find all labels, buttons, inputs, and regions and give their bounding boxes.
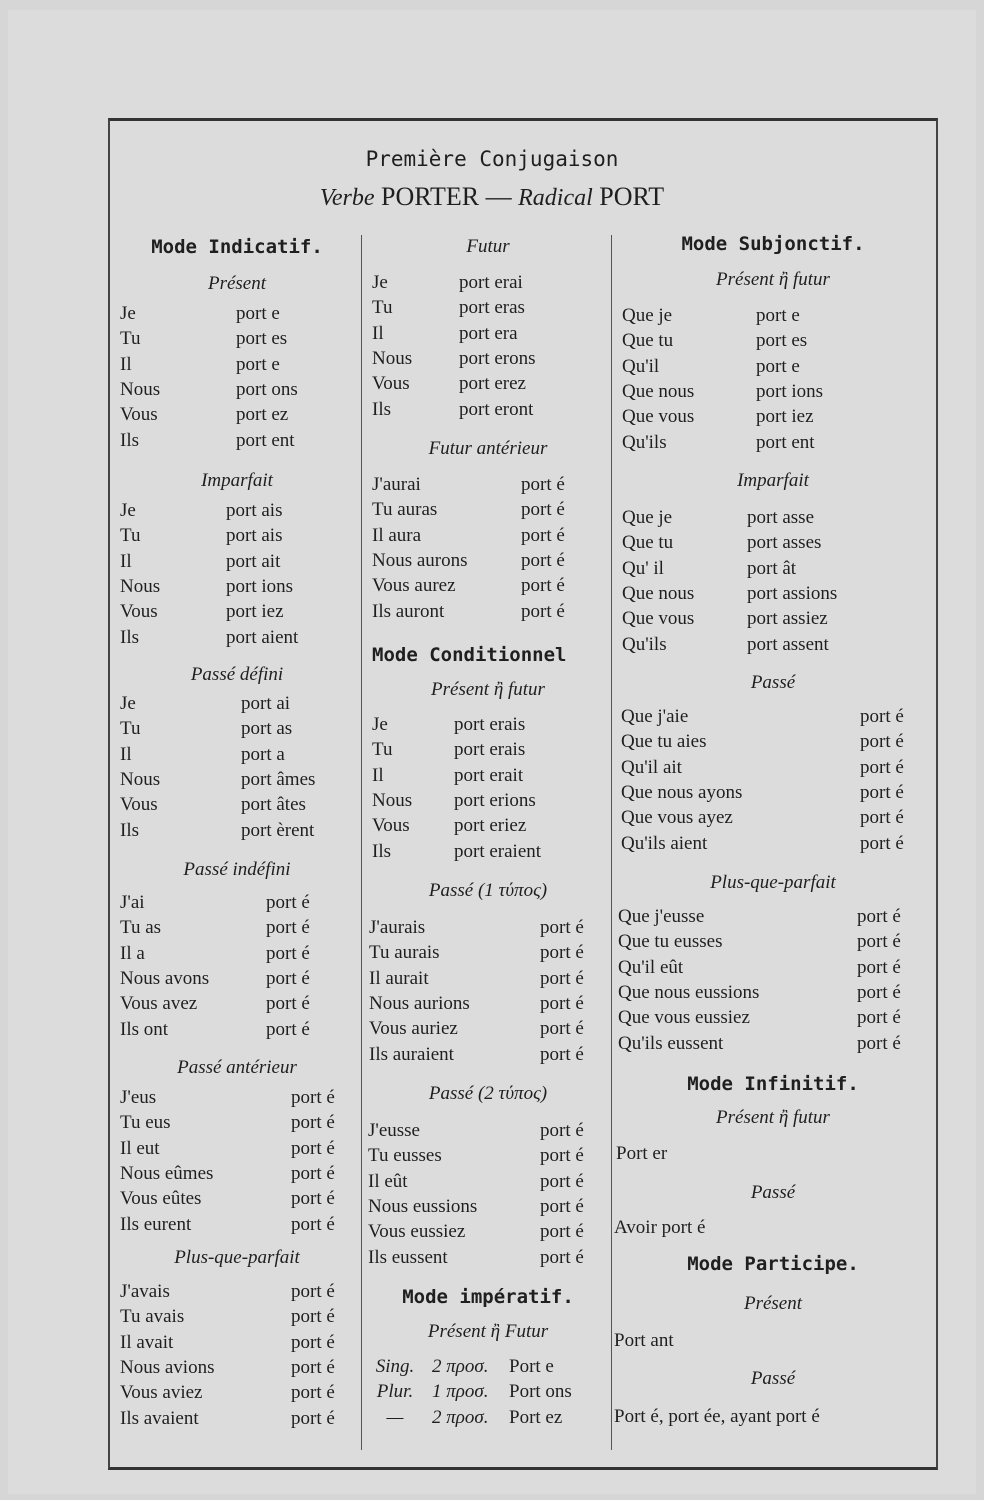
- conditionnel-passe2-row-form: port é: [540, 1246, 584, 1268]
- indicatif-passe-anterieur-row-form: port é: [291, 1087, 335, 1108]
- indicatif-futur-row-pronoun: Nous: [372, 347, 413, 369]
- indicatif-pqp-row-pronoun: Ils avaient: [120, 1407, 199, 1429]
- conditionnel-present-row-pronoun: Nous: [372, 789, 413, 811]
- indicatif-pqp-row-pronoun: Nous avions: [120, 1356, 215, 1378]
- indicatif-present-row-form: port e: [236, 303, 280, 324]
- indicatif-imparfait-row-form: port ions: [226, 575, 294, 597]
- conditionnel-passe1-row-pronoun: Tu aurais: [369, 942, 440, 964]
- subjonctif-imparfait-row-form: port asses: [747, 532, 822, 554]
- indicatif-imparfait-row-pronoun: Nous: [120, 575, 161, 597]
- indicatif-futur-row-pronoun: Il: [372, 322, 384, 344]
- indicatif-present-row-pronoun: Je: [120, 303, 136, 324]
- subjonctif-pqp-row-pronoun: Que j'eusse: [618, 906, 705, 927]
- indicatif-passe-indefini-row-pronoun: Il a: [120, 942, 145, 964]
- subjonctif-passe-row-form: port é: [860, 706, 904, 727]
- indicatif-pqp-row-pronoun: J'avais: [120, 1281, 170, 1302]
- subjonctif-passe-row-pronoun: Qu'il ait: [621, 756, 682, 778]
- conditionnel-passe2-row-form: port é: [540, 1120, 584, 1141]
- tense-futur-anterieur-title: Futur antérieur: [428, 438, 548, 459]
- indicatif-passe-indefini-row-pronoun: Tu as: [120, 917, 162, 939]
- imperatif-person: 2 προσ.: [432, 1356, 489, 1377]
- conditionnel-passe1-row-form: port é: [540, 942, 584, 964]
- conditionnel-passe1-row-pronoun: J'aurais: [369, 917, 426, 938]
- indicatif-passe-defini-row-form: port a: [241, 743, 285, 765]
- subjonctif-present-row-pronoun: Que vous: [622, 406, 695, 428]
- imperatif-person: 2 προσ.: [432, 1406, 489, 1428]
- indicatif-passe-defini-row-pronoun: Je: [120, 693, 136, 714]
- subjonctif-imparfait-row-form: port assent: [747, 633, 829, 655]
- indicatif-futur-row-pronoun: Je: [372, 272, 388, 293]
- conditionnel-passe2-row-pronoun: Nous eussions: [368, 1195, 478, 1217]
- imperatif-number: Sing.: [375, 1356, 415, 1377]
- radical-label: Radical: [518, 185, 593, 211]
- conditionnel-present-row-pronoun: Vous: [372, 815, 410, 837]
- indicatif-futur-row-form: port eront: [459, 398, 534, 420]
- subjonctif-pqp-row-pronoun: Que vous eussiez: [618, 1007, 750, 1029]
- conditionnel-present-row-form: port erait: [454, 764, 524, 786]
- indicatif-passe-anterieur-row-pronoun: J'eus: [120, 1087, 157, 1108]
- indicatif-passe-anterieur-row-form: port é: [291, 1213, 335, 1235]
- indicatif-passe-indefini-row-form: port é: [266, 1018, 310, 1040]
- indicatif-present-row-form: port ez: [236, 404, 289, 426]
- subjonctif-passe-row-form: port é: [860, 807, 904, 829]
- indicatif-imparfait-row-form: port ait: [226, 550, 281, 572]
- indicatif-futur-row-form: port era: [459, 322, 518, 344]
- conditionnel-present-row-form: port erions: [454, 789, 536, 811]
- subjonctif-present-row-form: port e: [756, 355, 800, 377]
- verb-label: Verbe: [319, 185, 375, 211]
- subjonctif-present-row-form: port es: [756, 330, 808, 352]
- indicatif-futur-row-form: port eras: [459, 297, 525, 319]
- indicatif-passe-indefini-row-pronoun: Nous avons: [120, 967, 210, 989]
- column-divider-right: [611, 235, 612, 1450]
- indicatif-passe-indefini-row-pronoun: Ils ont: [120, 1018, 169, 1040]
- indicatif-present-row-form: port e: [236, 353, 280, 375]
- indicatif-imparfait-row-form: port aient: [226, 626, 299, 648]
- subjonctif-imparfait-row-pronoun: Qu' il: [622, 557, 664, 579]
- indicatif-futur-anterieur-row-pronoun: J'aurai: [372, 474, 421, 495]
- indicatif-futur-anterieur-row-form: port é: [521, 575, 565, 597]
- indicatif-futur-anterieur-row-form: port é: [521, 499, 565, 521]
- indicatif-passe-defini-row-form: port âtes: [241, 794, 306, 816]
- indicatif-futur-row-form: port erai: [459, 272, 523, 293]
- tense-part-passe-title: Passé: [750, 1368, 796, 1389]
- conditionnel-passe1-row-form: port é: [540, 992, 584, 1014]
- indicatif-futur-anterieur-row-pronoun: Tu auras: [372, 499, 438, 521]
- indicatif-pqp-row-form: port é: [291, 1407, 335, 1429]
- subjonctif-passe-row-form: port é: [860, 756, 904, 778]
- subjonctif-present-row-form: port iez: [756, 406, 814, 428]
- indicatif-imparfait-row-pronoun: Je: [120, 500, 136, 521]
- subjonctif-pqp-row-pronoun: Qu'il eût: [618, 956, 684, 978]
- subjonctif-pqp-row-form: port é: [857, 981, 901, 1003]
- indicatif-passe-anterieur-row-form: port é: [291, 1137, 335, 1159]
- imperatif-form: Port ons: [509, 1381, 572, 1403]
- verb-title: [0, 182, 984, 212]
- indicatif-present-row-pronoun: Nous: [120, 378, 161, 400]
- indicatif-passe-defini-row-form: port èrent: [241, 819, 315, 841]
- mode-subjonctif-heading: Mode Subjonctif.: [681, 233, 865, 255]
- conditionnel-passe1-row-pronoun: Ils auraient: [369, 1043, 454, 1065]
- indicatif-present-row-pronoun: Il: [120, 353, 132, 375]
- tense-sub-pqp-title: Plus-que-parfait: [710, 872, 836, 893]
- subjonctif-imparfait-row-form: port assiez: [747, 608, 828, 630]
- subjonctif-imparfait-row-form: port assions: [747, 582, 838, 604]
- indicatif-passe-indefini-row-form: port é: [266, 993, 310, 1015]
- tense-part-present-title: Présent: [743, 1293, 803, 1314]
- indicatif-imparfait-row-form: port ais: [226, 525, 283, 547]
- indicatif-passe-defini-row-form: port ai: [241, 693, 291, 714]
- indicatif-passe-anterieur-row-form: port é: [291, 1112, 335, 1134]
- imperatif-number: —: [386, 1406, 404, 1428]
- subjonctif-imparfait-row-pronoun: Que vous: [622, 608, 695, 630]
- subjonctif-present-row-pronoun: Que je: [622, 305, 673, 326]
- indicatif-futur-row-pronoun: Ils: [372, 398, 391, 420]
- conditionnel-passe2-row-form: port é: [540, 1195, 584, 1217]
- participe-present-form: Port ant: [614, 1330, 674, 1351]
- indicatif-passe-defini-row-pronoun: Tu: [120, 718, 141, 740]
- conditionnel-present-row-form: port eraient: [454, 840, 542, 862]
- subjonctif-imparfait-row-pronoun: Que nous: [622, 582, 695, 604]
- subjonctif-present-row-pronoun: Qu'ils: [622, 431, 667, 453]
- subjonctif-pqp-row-form: port é: [857, 931, 901, 953]
- conditionnel-passe1-row-form: port é: [540, 1043, 584, 1065]
- subjonctif-present-row-pronoun: Que tu: [622, 330, 674, 352]
- indicatif-pqp-row-pronoun: Il avait: [120, 1331, 174, 1353]
- subjonctif-pqp-row-pronoun: Qu'ils eussent: [618, 1032, 724, 1054]
- indicatif-passe-anterieur-row-pronoun: Nous eûmes: [120, 1162, 214, 1184]
- indicatif-futur-anterieur-row-form: port é: [521, 524, 565, 546]
- infinitif-passe-form: Avoir port é: [614, 1217, 706, 1238]
- mode-conditionnel-heading: Mode Conditionnel: [372, 644, 567, 666]
- indicatif-passe-indefini-row-pronoun: J'ai: [120, 892, 145, 913]
- tense-passe-indefini-title: Passé indéfini: [183, 859, 291, 880]
- subjonctif-imparfait-row-pronoun: Qu'ils: [622, 633, 667, 655]
- conditionnel-passe2-row-form: port é: [540, 1145, 584, 1167]
- indicatif-imparfait-row-form: port iez: [226, 601, 284, 623]
- indicatif-present-row-form: port ent: [236, 429, 295, 451]
- indicatif-passe-indefini-row-form: port é: [266, 892, 310, 913]
- subjonctif-present-row-pronoun: Que nous: [622, 380, 695, 402]
- tense-futur-title: Futur: [466, 236, 510, 257]
- conditionnel-present-row-pronoun: Ils: [372, 840, 391, 862]
- indicatif-futur-row-pronoun: Tu: [372, 297, 393, 319]
- conditionnel-present-row-form: port eriez: [454, 815, 527, 837]
- tense-sub-present-title: Présent ἢ futur: [716, 269, 830, 290]
- participe-passe-form: Port é, port ée, ayant port é: [614, 1406, 820, 1427]
- indicatif-passe-defini-row-form: port as: [241, 718, 293, 740]
- subjonctif-present-row-form: port ent: [756, 431, 815, 453]
- indicatif-passe-anterieur-row-pronoun: Il eut: [120, 1137, 160, 1159]
- indicatif-pqp-row-form: port é: [291, 1382, 335, 1404]
- tense-plus-que-parfait-title: Plus-que-parfait: [174, 1247, 300, 1268]
- indicatif-pqp-row-pronoun: Vous aviez: [120, 1382, 203, 1404]
- indicatif-passe-defini-row-pronoun: Ils: [120, 819, 139, 841]
- imperatif-person: 1 προσ.: [432, 1381, 489, 1403]
- indicatif-present-row-pronoun: Vous: [120, 404, 158, 426]
- conditionnel-passe2-row-pronoun: Il eût: [368, 1170, 408, 1192]
- indicatif-present-row-form: port ons: [236, 378, 298, 400]
- indicatif-passe-defini-row-pronoun: Nous: [120, 768, 161, 790]
- mode-indicatif-heading: Mode Indicatif.: [151, 236, 323, 258]
- conditionnel-present-row-pronoun: Je: [372, 714, 388, 735]
- conditionnel-present-row-pronoun: Il: [372, 764, 384, 786]
- indicatif-passe-indefini-row-form: port é: [266, 967, 310, 989]
- conditionnel-passe2-row-pronoun: Ils eussent: [368, 1246, 448, 1268]
- indicatif-passe-anterieur-row-pronoun: Ils eurent: [120, 1213, 192, 1235]
- indicatif-pqp-row-form: port é: [291, 1356, 335, 1378]
- subjonctif-passe-row-pronoun: Que nous ayons: [621, 781, 743, 803]
- subjonctif-passe-row-form: port é: [860, 832, 904, 854]
- conditionnel-present-row-form: port erais: [454, 739, 526, 761]
- tense-imp-present-title: Présent ἢ Futur: [427, 1321, 549, 1342]
- infinitif-present-form: Port er: [616, 1143, 668, 1164]
- conditionnel-passe2-row-pronoun: Vous eussiez: [368, 1221, 466, 1243]
- subjonctif-pqp-row-pronoun: Que tu eusses: [618, 931, 723, 953]
- subjonctif-present-row-form: port e: [756, 305, 800, 326]
- subjonctif-passe-row-form: port é: [860, 781, 904, 803]
- subjonctif-passe-row-form: port é: [860, 731, 904, 753]
- subjonctif-pqp-row-form: port é: [857, 906, 901, 927]
- subjonctif-pqp-row-form: port é: [857, 956, 901, 978]
- conditionnel-passe2-row-pronoun: J'eusse: [368, 1120, 420, 1141]
- indicatif-futur-anterieur-row-form: port é: [521, 549, 565, 571]
- mode-infinitif-heading: Mode Infinitif.: [687, 1073, 859, 1095]
- subjonctif-present-row-pronoun: Qu'il: [622, 355, 660, 377]
- indicatif-futur-anterieur-row-pronoun: Ils auront: [372, 600, 445, 622]
- subjonctif-passe-row-pronoun: Que j'aie: [621, 706, 689, 727]
- subjonctif-passe-row-pronoun: Qu'ils aient: [621, 832, 708, 854]
- indicatif-imparfait-row-form: port ais: [226, 500, 283, 521]
- indicatif-passe-indefini-row-pronoun: Vous avez: [120, 993, 198, 1015]
- indicatif-imparfait-row-pronoun: Il: [120, 550, 132, 572]
- tense-cond-passe2-title: Passé (2 τύπος): [428, 1083, 548, 1104]
- indicatif-pqp-row-form: port é: [291, 1331, 335, 1353]
- subjonctif-imparfait-row-pronoun: Que tu: [622, 532, 674, 554]
- title-dash: —: [485, 182, 512, 211]
- imperatif-form: Port ez: [509, 1406, 563, 1428]
- subjonctif-pqp-row-form: port é: [857, 1007, 901, 1029]
- indicatif-passe-anterieur-row-form: port é: [291, 1162, 335, 1184]
- indicatif-passe-anterieur-row-form: port é: [291, 1188, 335, 1210]
- tense-imparfait-title: Imparfait: [201, 470, 273, 491]
- tense-passe-anterieur-title: Passé antérieur: [177, 1057, 297, 1078]
- indicatif-pqp-row-form: port é: [291, 1306, 335, 1328]
- indicatif-pqp-row-pronoun: Tu avais: [120, 1306, 185, 1328]
- indicatif-futur-anterieur-row-form: port é: [521, 600, 565, 622]
- indicatif-passe-indefini-row-form: port é: [266, 942, 310, 964]
- subjonctif-passe-row-pronoun: Que vous ayez: [621, 807, 733, 829]
- tense-inf-passe-title: Passé: [750, 1182, 796, 1203]
- indicatif-passe-defini-row-pronoun: Vous: [120, 794, 158, 816]
- tense-sub-imparfait-title: Imparfait: [737, 470, 809, 491]
- conditionnel-present-row-pronoun: Tu: [372, 739, 393, 761]
- indicatif-futur-row-form: port erez: [459, 373, 526, 395]
- imperatif-number: Plur.: [376, 1381, 414, 1403]
- subjonctif-imparfait-row-pronoun: Que je: [622, 507, 673, 528]
- conditionnel-passe1-row-pronoun: Il aurait: [369, 967, 429, 989]
- indicatif-futur-row-form: port erons: [459, 347, 536, 369]
- tense-passe-defini-title: Passé défini: [190, 664, 284, 685]
- indicatif-passe-anterieur-row-pronoun: Tu eus: [120, 1112, 171, 1134]
- indicatif-futur-anterieur-row-pronoun: Nous aurons: [372, 549, 468, 571]
- indicatif-passe-indefini-row-form: port é: [266, 917, 310, 939]
- indicatif-passe-anterieur-row-pronoun: Vous eûtes: [120, 1188, 202, 1210]
- conditionnel-passe1-row-form: port é: [540, 1018, 584, 1040]
- indicatif-imparfait-row-pronoun: Ils: [120, 626, 139, 648]
- subjonctif-passe-row-pronoun: Que tu aies: [621, 731, 707, 753]
- indicatif-passe-defini-row-form: port âmes: [241, 768, 316, 790]
- indicatif-futur-anterieur-row-pronoun: Il aura: [372, 524, 422, 546]
- conjugation-title: Première Conjugaison: [365, 147, 619, 171]
- conditionnel-passe1-row-pronoun: Vous auriez: [369, 1018, 458, 1040]
- tense-cond-present-title: Présent ἢ futur: [431, 679, 545, 700]
- conditionnel-passe2-row-form: port é: [540, 1170, 584, 1192]
- conditionnel-passe2-row-form: port é: [540, 1221, 584, 1243]
- conditionnel-passe1-row-form: port é: [540, 967, 584, 989]
- tense-inf-present-title: Présent ἢ futur: [716, 1107, 830, 1128]
- mode-participe-heading: Mode Participe.: [687, 1253, 859, 1275]
- subjonctif-imparfait-row-form: port asse: [747, 507, 815, 528]
- indicatif-futur-anterieur-row-form: port é: [521, 474, 565, 495]
- conditionnel-passe1-row-pronoun: Nous aurions: [369, 992, 470, 1014]
- verb-name: PORTER: [380, 182, 480, 211]
- radical-name: PORT: [599, 182, 665, 211]
- subjonctif-pqp-row-pronoun: Que nous eussions: [618, 981, 760, 1003]
- indicatif-futur-row-pronoun: Vous: [372, 373, 410, 395]
- subjonctif-present-row-form: port ions: [756, 380, 824, 402]
- imperatif-form: Port e: [509, 1356, 554, 1377]
- indicatif-imparfait-row-pronoun: Tu: [120, 525, 141, 547]
- indicatif-present-row-pronoun: Tu: [120, 328, 141, 350]
- conditionnel-passe2-row-pronoun: Tu eusses: [368, 1145, 442, 1167]
- tense-sub-passe-title: Passé: [750, 672, 796, 693]
- subjonctif-pqp-row-form: port é: [857, 1032, 901, 1054]
- mode-imperatif-heading: Mode impératif.: [402, 1286, 574, 1308]
- tense-cond-passe1-title: Passé (1 τύπος): [428, 880, 548, 901]
- tense-present-title: Présent: [207, 273, 267, 294]
- indicatif-present-row-pronoun: Ils: [120, 429, 139, 451]
- indicatif-pqp-row-form: port é: [291, 1281, 335, 1302]
- indicatif-imparfait-row-pronoun: Vous: [120, 601, 158, 623]
- subjonctif-imparfait-row-form: port ât: [747, 557, 797, 579]
- conditionnel-present-row-form: port erais: [454, 714, 526, 735]
- indicatif-futur-anterieur-row-pronoun: Vous aurez: [372, 575, 456, 597]
- conditionnel-passe1-row-form: port é: [540, 917, 584, 938]
- indicatif-passe-defini-row-pronoun: Il: [120, 743, 132, 765]
- indicatif-present-row-form: port es: [236, 328, 288, 350]
